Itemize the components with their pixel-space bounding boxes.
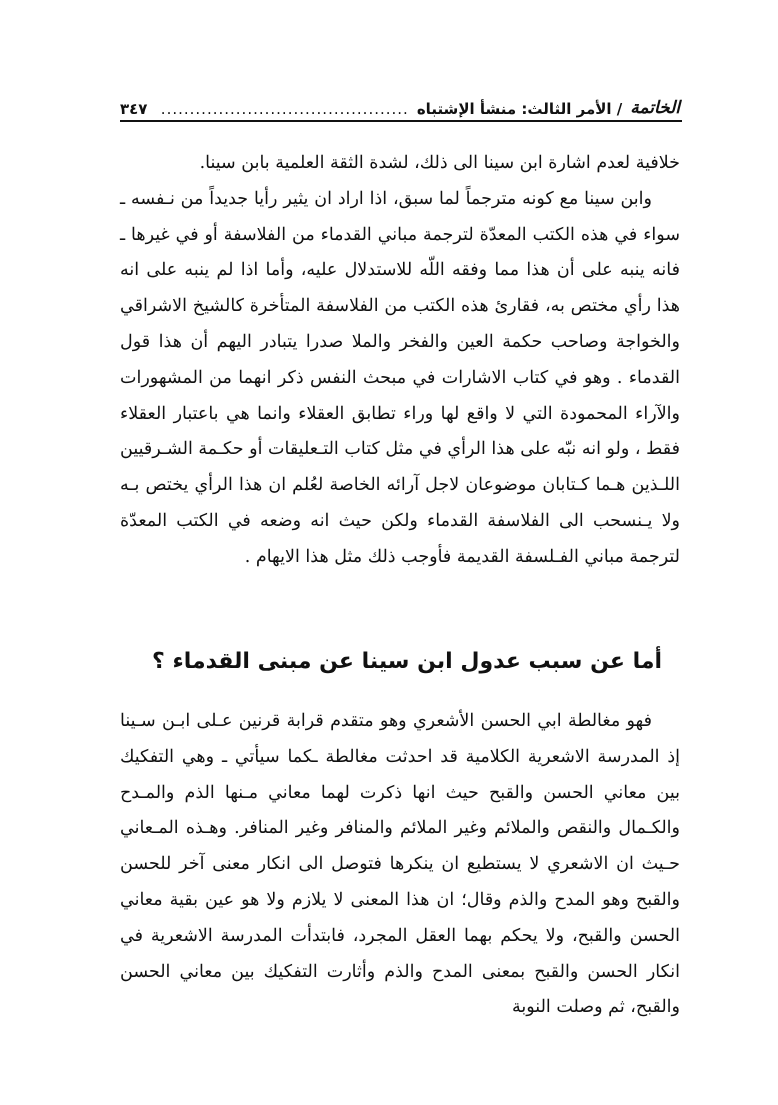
page-number: ٣٤٧	[120, 100, 148, 118]
body-text-top	[120, 146, 680, 576]
paragraph: فهو مغالطة ابي الحسن الأشعري وهو متقدم قرابة قرنين عـلى ابـن سـينا إذ المدرسة الاشعرية الكلامية قد احدثت مغالطة ـكما سيأتي ـ وهي التفكيك بين معاني الحسن والقبح حيث انها ذكرت لهما معاني مـنها الذم والمـدح والكـمال والنقص والملائم وغير الملائم والمنافر وغير المنافر. وهـذه المـعاني حـيث ان الاشعري لا يستطيع ان ينكرها فتوصل الى انكار معنى آخر للحسن والقبح وهو المدح والذم وقال؛ ان هذا المعنى لا يلازم ولا هو عين بقية معاني الحسن والقبح، ولا يحكم بهما العقل المجرد، فابتدأت المدرسة الاشعرية في انكار الحسن والقبح بمعنى المدح والذم وأثارت التفكيك بين معاني الحسن والقبح، ثم وصلت النوبة	[120, 711, 680, 1018]
header-divider	[120, 120, 682, 122]
paragraph: خلافية لعدم اشارة ابن سينا الى ذلك، لشدة الثقة العلمية بابن سينا.	[199, 153, 680, 173]
paragraph: وابن سينا مع كونه مترجماً لما سبق، اذا اراد ان يثير رأيا جديداً من نـفسه ـ سواء في هذه الكتب المعدّة لترجمة مباني القدماء من الفلاسفة أو في غيرها ـ فانه ينبه على أن هذا مما وفقه اللّه للاستدلال عليه، وأما اذا لم ينبه على انه هذا رأي مختص به، فقارئ هذه الكتب من الفلاسفة المتأخرة كالشيخ الاشراقي والخواجة وصاحب حكمة العين والفخر والملا صدرا يتبادر اليهم أن هذا قول القدماء . وهو في كتاب الاشارات في مبحث النفس ذكر انهما من المشهورات والآراء المحمودة التي لا واقع لها وراء تطابق العقلاء وانما هي باعتبار العقلاء فقط ، ولو انه نبّه على هذا الرأي في مثل كتاب التـعليقات أو حكـمة الشـرقيين اللـذين هـما كـتابان موضوعان لاجل آرائه الخاصة لعُلم ان هذا الرأي يختص بـه ولا يـنسحب الى الفلاسفة القدماء ولكن حيث انه وضعه في الكتب المعدّة لترجمة مباني الفـلسفة القديمة فأوجب ذلك مثل هذا الايهام .	[120, 188, 680, 567]
running-header-title-group	[161, 98, 680, 118]
body-text-bottom	[120, 704, 680, 1026]
running-header	[120, 88, 680, 118]
running-header-leader-dots: ...........................................	[160, 100, 409, 118]
header-ornament-logo: الخاتمة	[630, 98, 680, 118]
running-header-title: / الأمر الثالث: منشأ الإشتباه	[416, 100, 623, 118]
section-heading: أما عن سبب عدول ابن سينا عن مبنى القدماء ؟	[152, 649, 662, 674]
